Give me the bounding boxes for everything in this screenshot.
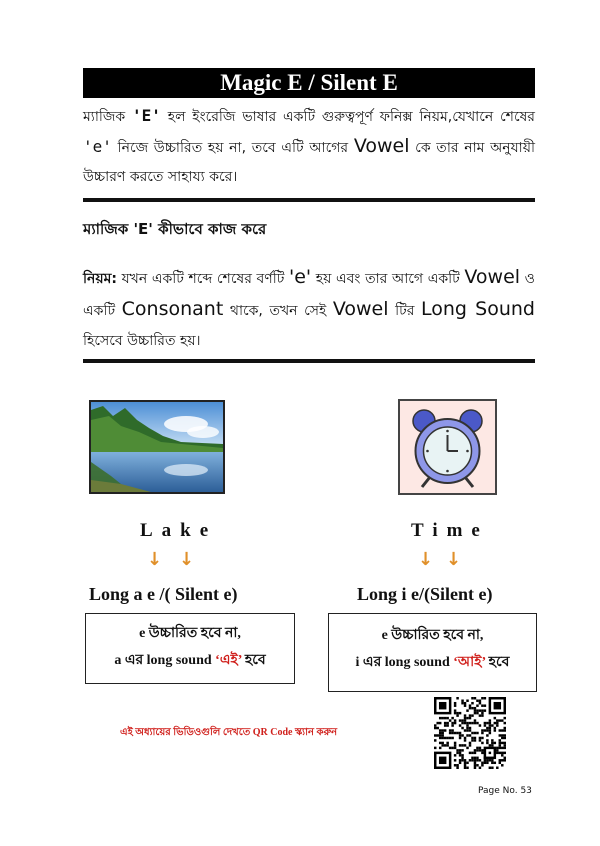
box-line	[86, 647, 294, 674]
page-title: Magic E / Silent E	[83, 68, 535, 98]
arrow-down-icon: ↓	[179, 549, 195, 570]
box-line: e উচ্চারিত হবে না,	[139, 626, 241, 641]
page-number: Page No. 53	[478, 786, 532, 796]
section-heading: ম্যাজিক 'E' কীভাবে কাজ করে	[83, 220, 267, 238]
rule-term: 'e'	[289, 266, 312, 288]
intro-term: 'E'	[132, 106, 161, 125]
arrow-down-icon: ↓	[147, 549, 163, 570]
box-text: হবে	[241, 653, 266, 668]
box-highlight: ‘এই’	[215, 653, 242, 668]
rule-text: হিসেবে উচ্চারিত হয়।	[83, 333, 201, 349]
example-box-lake	[85, 613, 295, 684]
divider	[83, 198, 535, 202]
example-box-time	[328, 613, 537, 692]
intro-term: 'e'	[83, 137, 112, 156]
intro-paragraph	[83, 101, 535, 192]
rule-label: নিয়ম:	[83, 271, 117, 287]
rule-text: থাকে, তখন সেই	[223, 303, 333, 319]
box-text: a এর long sound	[114, 653, 216, 668]
box-line	[329, 649, 536, 676]
example-word-time: Time	[411, 520, 489, 541]
rule-term: Vowel	[464, 266, 521, 288]
divider	[83, 359, 535, 363]
example-label-lake: Long a e /( Silent e)	[89, 584, 238, 604]
lake-image	[89, 400, 225, 494]
example-label-time: Long i e/(Silent e)	[357, 584, 493, 604]
box-text: হবে	[485, 655, 510, 670]
arrow-down-icon: ↓	[418, 549, 434, 570]
intro-text: হল ইংরেজি ভাষার একটি গুরুত্বপূর্ণ ফনিক্স নিয়ম,যেখানে শেষের	[160, 109, 536, 125]
rule-text: যখন একটি শব্দে শেষের বর্ণটি	[116, 271, 290, 287]
rule-text: টির	[388, 303, 422, 319]
rule-term: Vowel	[332, 298, 389, 320]
box-text: i এর long sound	[355, 655, 454, 670]
qr-code-icon[interactable]	[434, 697, 506, 769]
alarm-clock-image	[398, 399, 497, 495]
rule-term: Long Sound	[421, 298, 535, 320]
intro-text: কে তার নাম অনুযায়ী উচ্চারণ করতে সাহায্য করে।	[83, 140, 535, 185]
intro-term: Vowel	[353, 135, 410, 157]
rule-paragraph	[83, 262, 535, 356]
intro-text: ম্যাজিক	[83, 109, 133, 125]
arrow-down-icon: ↓	[446, 549, 462, 570]
rule-text: হয় এবং তার আগে একটি	[311, 271, 465, 287]
rule-term: Consonant	[121, 298, 224, 320]
example-word-lake: Lake	[140, 520, 218, 541]
intro-text: নিজে উচ্চারিত হয় না, তবে এটি আগের	[111, 140, 354, 156]
rule-text: ও একটি	[83, 271, 535, 319]
box-line: e উচ্চারিত হবে না,	[381, 628, 484, 643]
box-highlight: ‘আই’	[453, 655, 486, 670]
qr-prompt: এই অধ্যায়ের ভিডিওগুলি দেখতে QR Code স্ক্যান করুন	[120, 727, 338, 738]
